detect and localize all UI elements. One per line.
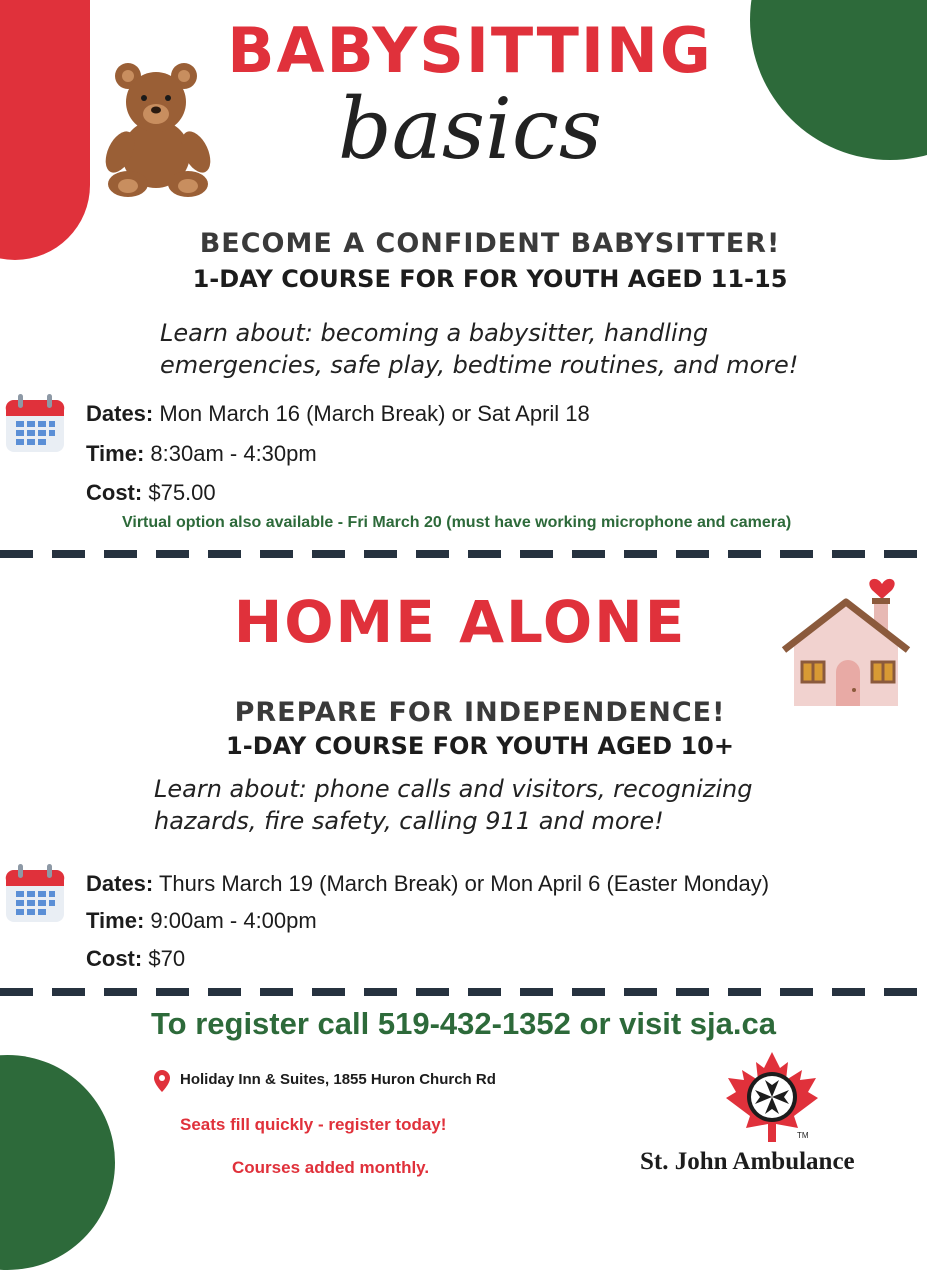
green-corner-circle-bottom <box>0 1055 115 1270</box>
red-corner-shape <box>0 0 90 260</box>
section-divider <box>0 550 927 558</box>
babysitting-cost: Cost: $75.00 <box>86 480 216 505</box>
babysitting-learn-text: Learn about: becoming a babysitter, handling emergencies, safe play, bedtime routines, and more! <box>160 319 799 379</box>
babysitting-headline: BECOME A CONFIDENT BABYSITTER! <box>199 228 781 259</box>
babysitting-subheadline: 1-DAY COURSE FOR FOR YOUTH AGED 11-15 <box>192 265 788 293</box>
babysitting-time: Time: 8:30am - 4:30pm <box>86 441 317 466</box>
calendar-icon <box>4 862 66 924</box>
home-alone-subheadline: 1-DAY COURSE FOR YOUTH AGED 10+ <box>226 732 734 760</box>
seats-notice: Seats fill quickly - register today! <box>180 1115 447 1134</box>
home-alone-cost: Cost: $70 <box>86 946 186 971</box>
title-basics: basics <box>338 80 602 178</box>
home-alone-dates: Dates: Thurs March 19 (March Break) or Mon April 6 (Easter Monday) <box>86 871 770 896</box>
location-address: Holiday Inn & Suites, 1855 Huron Church Rd <box>180 1071 496 1088</box>
location-pin-icon <box>153 1069 171 1093</box>
organization-name: St. John Ambulance <box>640 1148 855 1175</box>
virtual-option-note: Virtual option also available - Fri March 20 (must have working microphone and camera) <box>122 514 792 531</box>
trademark-mark: TM <box>797 1131 809 1140</box>
home-alone-title: HOME ALONE <box>233 588 687 656</box>
babysitting-dates: Dates: Mon March 16 (March Break) or Sat April 18 <box>86 401 590 426</box>
calendar-icon <box>4 392 66 454</box>
teddy-bear-icon <box>92 62 220 198</box>
register-callout: To register call 519-432-1352 or visit sja.ca <box>151 1006 776 1041</box>
green-corner-circle-top <box>750 0 927 160</box>
home-alone-time: Time: 9:00am - 4:00pm <box>86 908 317 933</box>
courses-monthly-notice: Courses added monthly. <box>232 1158 430 1177</box>
section-divider <box>0 988 927 996</box>
title-babysitting: BABYSITTING <box>227 14 713 87</box>
house-with-heart-icon <box>780 570 912 708</box>
home-alone-learn-text: Learn about: phone calls and visitors, recognizing hazards, fire safety, calling 911 and more! <box>154 775 753 835</box>
home-alone-headline: PREPARE FOR INDEPENDENCE! <box>234 697 726 728</box>
